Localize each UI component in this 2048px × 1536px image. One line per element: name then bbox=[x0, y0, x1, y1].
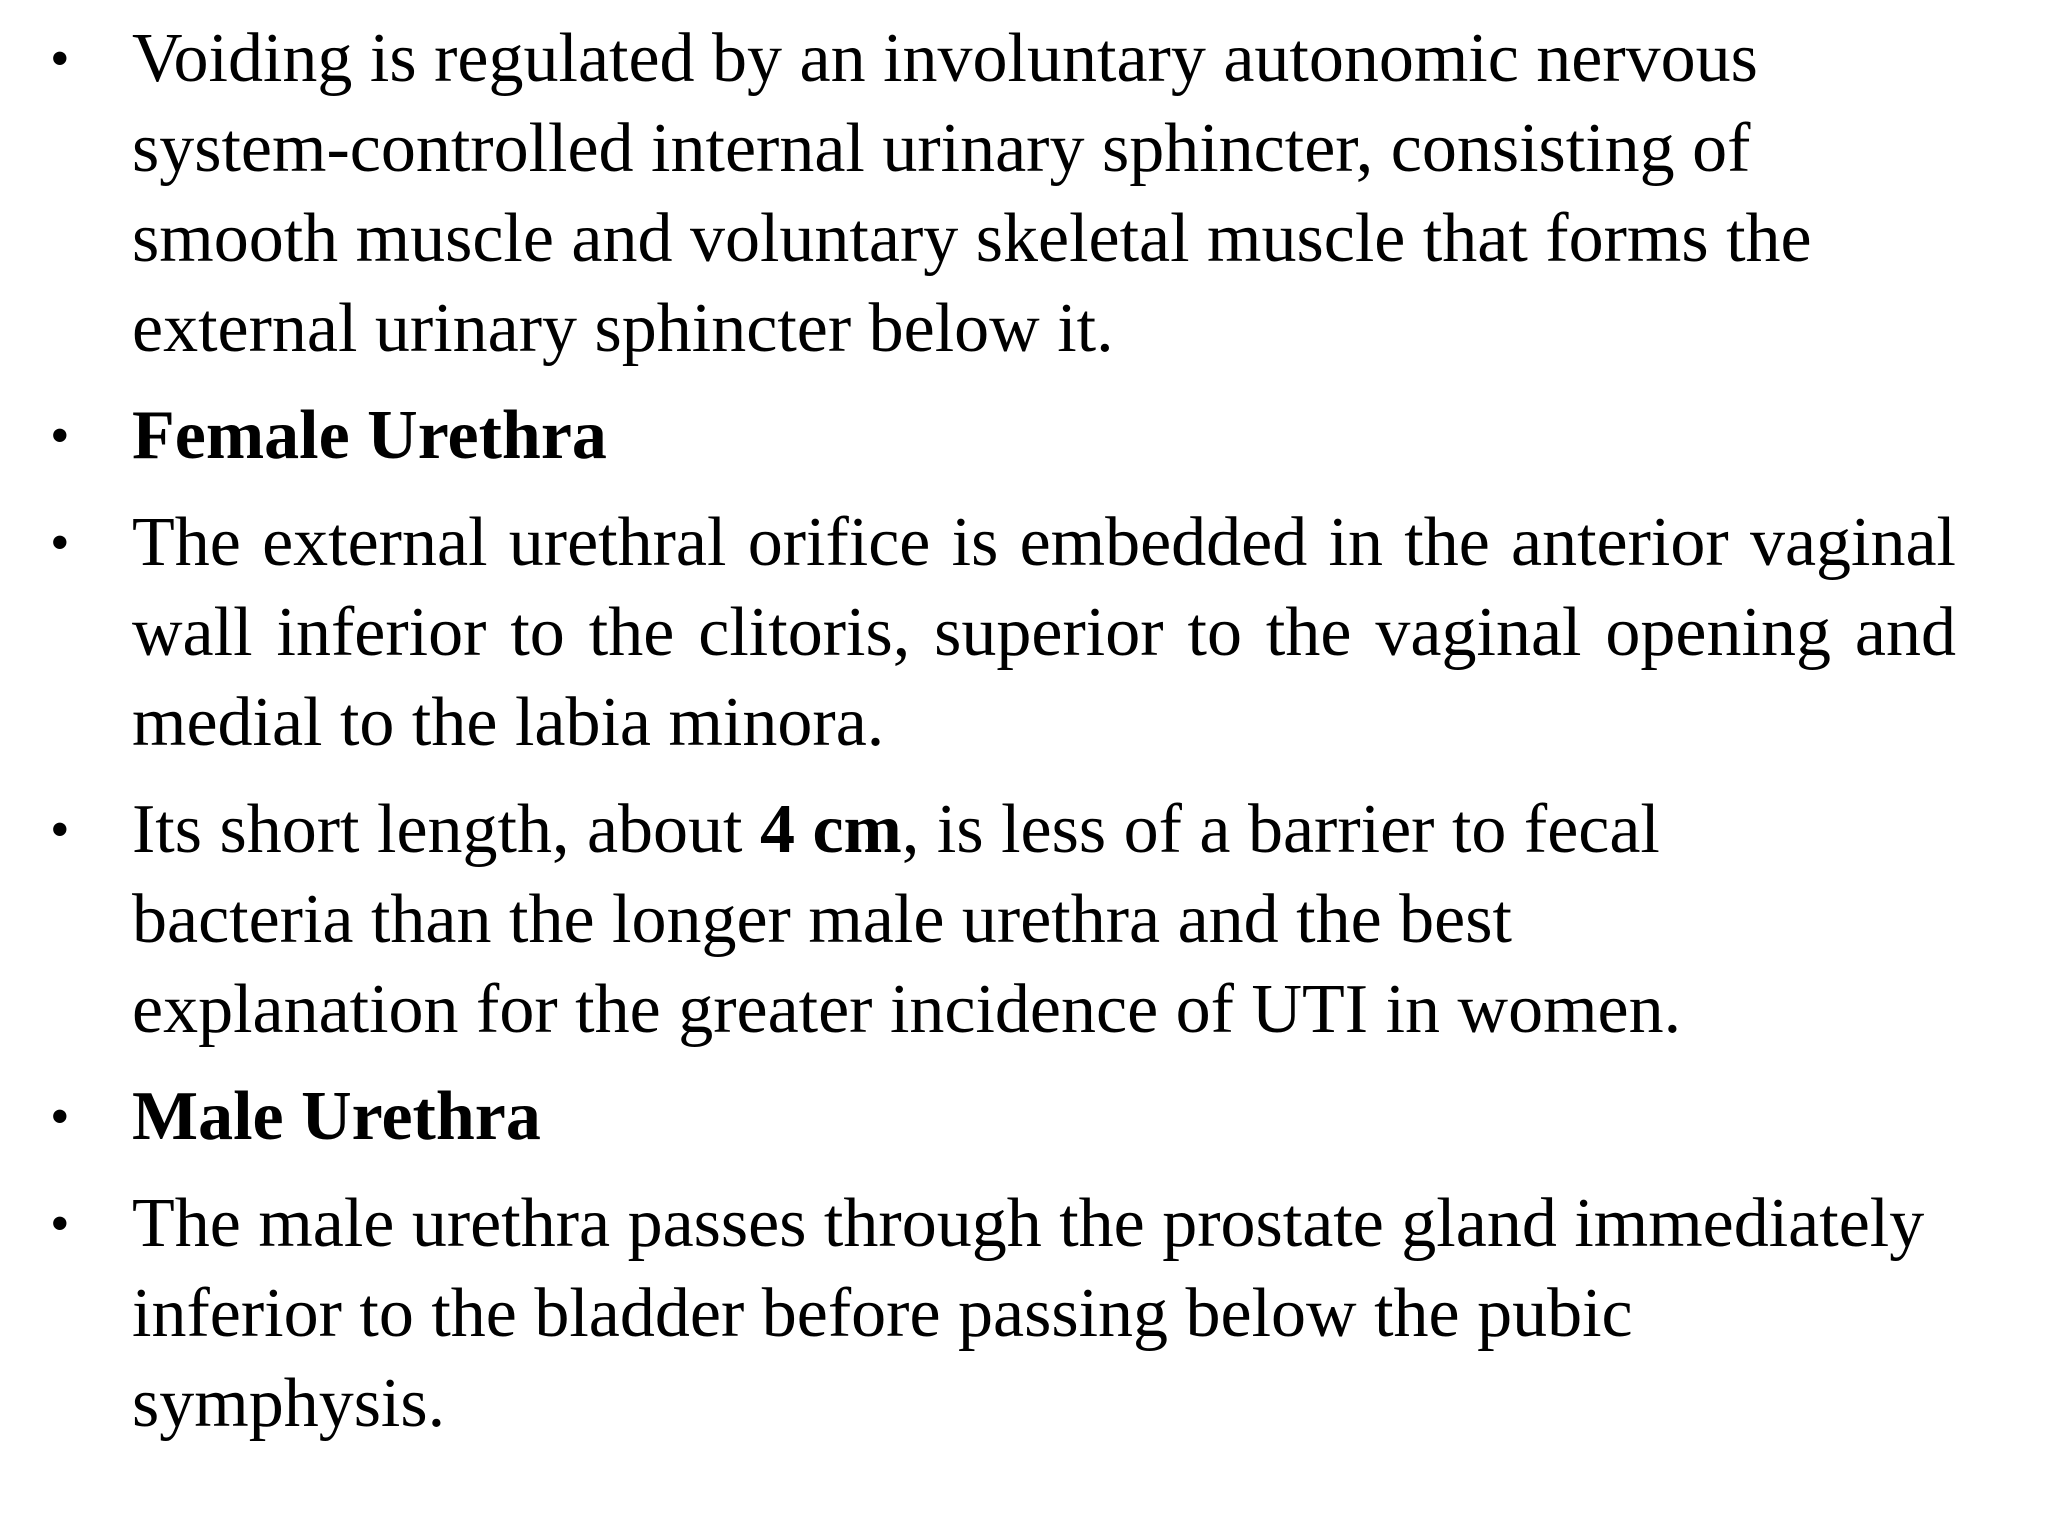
external-orifice-text: The external urethral orifice is embedded in the anterior vaginal wall inferior to the clitoris, superior to the vaginal opening and medial to the labia minora. bbox=[132, 504, 1956, 761]
bullet-male-urethra-heading bbox=[0, 1072, 2048, 1162]
voiding-line-1: Voiding is regulated by an involuntary autonomic nervous bbox=[132, 20, 1758, 97]
male-path-line-2: inferior to the bladder before passing below the pubic bbox=[132, 1275, 1633, 1352]
male-urethra-heading: Male Urethra bbox=[132, 1078, 541, 1155]
bullet-dot: • bbox=[50, 512, 70, 574]
short-length-line-2: bacteria than the longer male urethra and the best bbox=[132, 881, 1512, 958]
bullet-voiding bbox=[0, 14, 2048, 374]
bullet-external-orifice bbox=[0, 498, 1964, 768]
female-urethra-heading: Female Urethra bbox=[132, 397, 607, 474]
urethra-length-value: 4 cm bbox=[759, 791, 902, 868]
bullet-list bbox=[0, 14, 2048, 1466]
short-length-text-start: Its short length, about bbox=[132, 791, 760, 868]
male-path-line-1: The male urethra passes through the prostate gland immediately bbox=[132, 1185, 1925, 1262]
short-length-text-end: , is less of a barrier to fecal bbox=[901, 791, 1660, 868]
bullet-female-urethra-heading bbox=[0, 391, 2048, 481]
bullet-male-urethra-path bbox=[0, 1179, 2048, 1449]
male-path-line-3: symphysis. bbox=[132, 1365, 446, 1442]
short-length-line-1 bbox=[132, 785, 2040, 875]
voiding-line-2: system-controlled internal urinary sphincter, consisting of bbox=[132, 110, 1751, 187]
bullet-dot: • bbox=[50, 1086, 70, 1148]
bullet-dot: • bbox=[50, 28, 70, 90]
bullet-dot: • bbox=[50, 405, 70, 467]
voiding-line-3: smooth muscle and voluntary skeletal muscle that forms the bbox=[132, 200, 1812, 277]
bullet-short-length bbox=[0, 785, 2048, 1055]
bullet-dot: • bbox=[50, 1193, 70, 1255]
bullet-dot: • bbox=[50, 799, 70, 861]
voiding-line-4: external urinary sphincter below it. bbox=[132, 290, 1114, 367]
short-length-line-3: explanation for the greater incidence of UTI in women. bbox=[132, 971, 1682, 1048]
